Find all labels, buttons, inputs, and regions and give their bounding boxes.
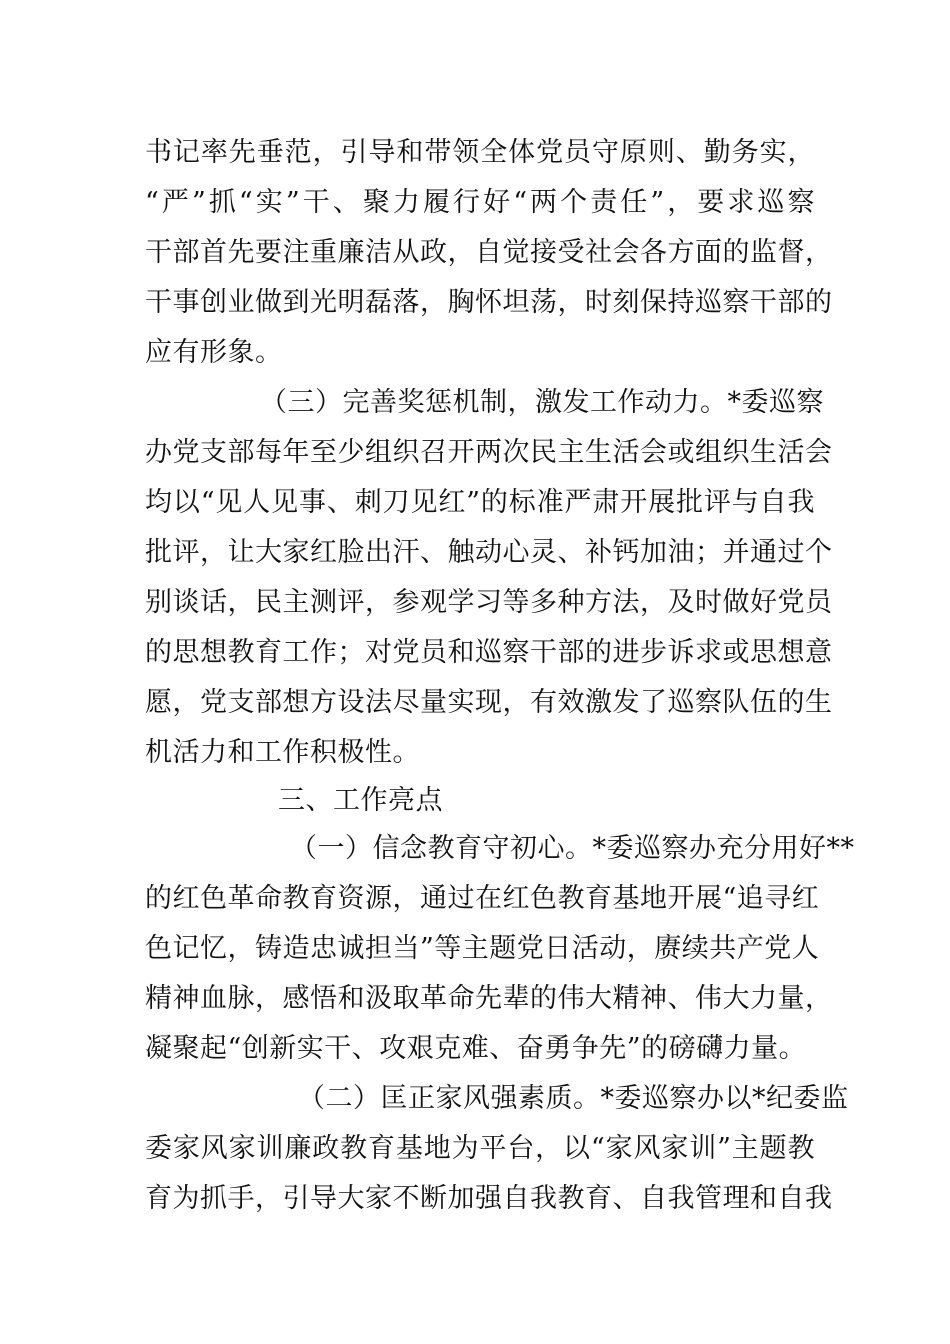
chapter-heading: 三、工作亮点 [278, 785, 443, 816]
text-line: 机活力和工作积极性。 [145, 737, 420, 768]
text-line: 委家风家训廉政教育基地为平台，以“家风家训”主题教 [145, 1133, 815, 1164]
text-line: 批评，让大家红脸出汗、触动心灵、补钙加油；并通过个 [145, 537, 833, 568]
text-line: 干事创业做到光明磊落，胸怀坦荡，时刻保持巡察干部的 [145, 287, 833, 318]
text-line: 育为抓手，引导大家不断加强自我教育、自我管理和自我 [145, 1183, 833, 1214]
text-line: 别谈话，民主测评，参观学习等多种方法，及时做好党员 [145, 587, 833, 618]
text-line: “严”抓“实”干、聚力履行好“两个责任”，要求巡察 [145, 187, 815, 218]
text-line: 凝聚起“创新实干、攻艰克难、奋勇争先”的磅礴力量。 [145, 1033, 807, 1064]
text-line: 均以“见人见事、刺刀见红”的标准严肃开展批评与自我 [145, 487, 815, 518]
section-heading-2: （二）匡正家风强素质。*委巡察办以*纪委监 [298, 1083, 849, 1114]
text-line: 精神血脉，感悟和汲取革命先辈的伟大精神、伟大力量， [145, 983, 833, 1014]
text-line: 书记率先垂范，引导和带领全体党员守原则、勤务实， [145, 137, 815, 168]
section-heading-1: （一）信念教育守初心。*委巡察办充分用好** [290, 833, 855, 864]
text-line: 干部首先要注重廉洁从政，自觉接受社会各方面的监督， [145, 237, 833, 268]
text-line: 的思想教育工作；对党员和巡察干部的进步诉求或思想意 [145, 637, 833, 668]
section-heading-3: （三）完善奖惩机制，激发工作动力。*委巡察 [260, 387, 824, 418]
text-line: 愿，党支部想方设法尽量实现，有效激发了巡察队伍的生 [145, 687, 833, 718]
text-line: 的红色革命教育资源，通过在红色教育基地开展“追寻红 [145, 883, 820, 914]
text-line: 应有形象。 [145, 337, 283, 368]
text-line: 色记忆，铸造忠诚担当”等主题党日活动，赓续共产党人 [145, 933, 820, 964]
text-line: 办党支部每年至少组织召开两次民主生活会或组织生活会 [145, 437, 833, 468]
